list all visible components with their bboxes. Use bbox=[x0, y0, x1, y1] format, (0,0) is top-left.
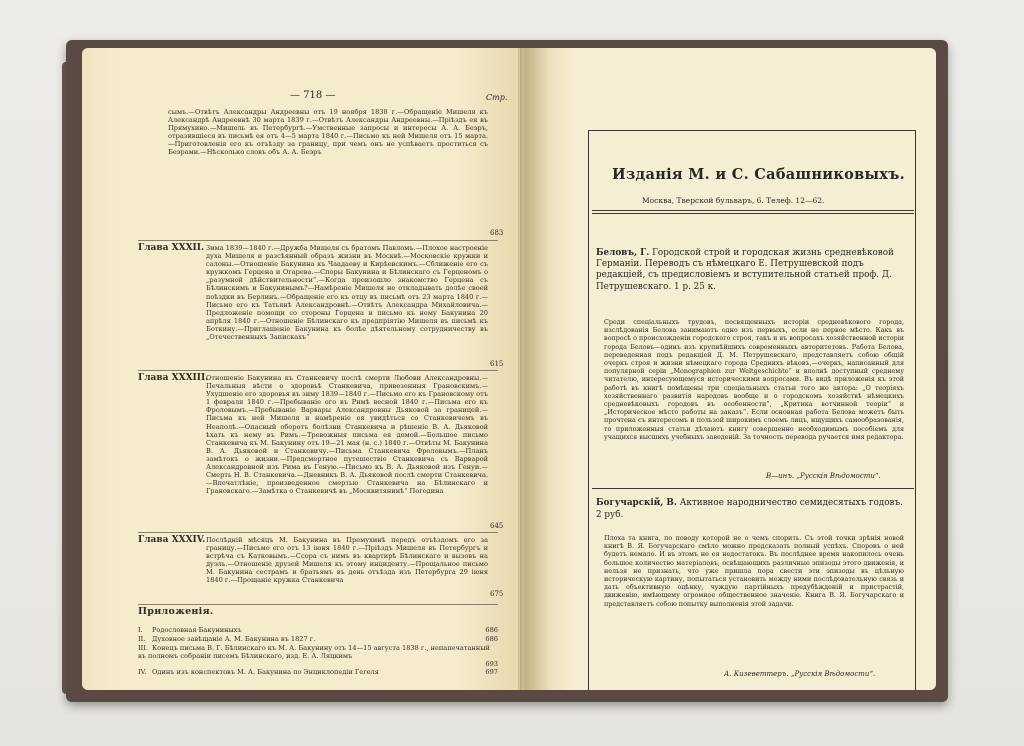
divider bbox=[138, 532, 498, 533]
intro-page-ref: 683 bbox=[490, 229, 504, 237]
entry-review: Среди спеціальныхъ трудовъ, посвященныхъ исторіи средневѣкового города, изслѣдованія Белова занимаютъ одно изъ первыхъ, если не первое мѣсто. Какъ въ вопросѣ о происхожденіи городского строя, такъ и въ вопросахъ хозяйственной исторіи города Беловъ—одинъ изъ крупнѣйшихъ современныхъ авторитетовъ. Работа Белова, переведенная подъ редакціей Д. М. Петрушевскаго, представляетъ собою общій очеркъ строя и жизни нѣмецкаго города Среднихъ вѣковъ,—очеркъ, написанный для популярной серіи „Monographien zur Weltgeschichte“ и вполнѣ доступный среднему читателю, интересующемуся историческими вопросами. Въ видѣ приложенія къ этой работѣ въ книгѣ помѣщены три спеціальныхъ статьи того же автора: „О теоріяхъ хозяйственнаго развитія народовъ вообще и о городскомъ хозяйствѣ нѣмецкихъ средневѣковыхъ городовъ въ особенности“, „Критика вотчинной теоріи“ и „Историческое мѣсто работы на заказъ“. Если основная работа Белова можетъ быть прочтена съ интересомъ и пользой широкимъ слоемъ лицъ, ищущихъ самообразованія, то приложенныя статьи дѣлаютъ книгу совершенно необходимымъ пособіемъ для учащихся высшихъ учебныхъ заведеній. За точность перевода ручается имя редактора. bbox=[604, 318, 904, 441]
chapter-heading: Глава XXXIV. bbox=[138, 535, 206, 545]
left-page-content bbox=[82, 48, 522, 690]
entry-title: Активное народничество семидесятыхъ годовъ. 2 руб. bbox=[596, 498, 903, 520]
rule bbox=[592, 488, 914, 489]
chapter-heading: Глава XXXII. bbox=[138, 243, 205, 253]
chapter-text: Послѣдній мѣсяцъ М. Бакунина въ Премухинѣ передъ отъѣздомъ его за границу.—Письмо его отъ 13 іюня 1840 г.—Пріѣздъ Мишеля въ Петербургъ и встрѣча съ Катковымъ.—Ссора съ нимъ въ квартирѣ Бѣлинскаго и вызовъ на дуэль.—Отношеніе друзей Мишеля къ этому инциденту.—Прощальное письмо М. Бакунина сестрамъ и братьямъ въ день отъѣзда изъ Петербурга 29 іюня 1840 г.—Прощаніе кружка Станкевича bbox=[206, 536, 488, 585]
entry-author: Беловъ, Г. bbox=[596, 248, 650, 258]
intro-text: сымъ.—Отвѣтъ Александры Андреевны отъ 19 ноября 1838 г.—Обращеніе Мишеля къ Александрѣ Андреевнѣ 30 марта 1839 г.—Отвѣтъ Александры Андреевны.—Пріѣздъ ея въ Прямухино.—Мишель въ Петербургѣ.—Умственные запросы и интересы А. А. Беэръ, отразившіеся въ письмѣ ея отъ 4—5 марта 1840 г.—Письмо къ ней Мишеля отъ 15 марта.—Приготовленія его къ отъѣзду за границу, при чемъ онъ не успѣваетъ проститься съ Беэрами.—Нѣсколько словъ объ А. А. Беэръ bbox=[168, 108, 488, 157]
left-page bbox=[82, 48, 522, 690]
entry-signature: А. Кизеветтеръ. „Русскія Вѣдомости“. bbox=[724, 670, 876, 678]
chapter-page-ref: 675 bbox=[490, 590, 504, 598]
chapter-text: Зима 1839—1840 г.—Дружба Мишеля съ братомъ Павломъ.—Плохое настроеніе духа Мишеля и разсѣянный образъ жизни въ Москвѣ.—Московскіе кружки и салоны.—Отношеніе Бакунина къ Чаадаеву и Кирѣевскимъ.—Сближеніе его съ кружкомъ Герцена и Огарева.—Споры Бакунина и Бѣлинскаго съ Герценомъ о „разумной дѣйствительности“.—Когда произошло знакомство Герцена съ Бѣлинскимъ и Бакунинымъ?—Намѣреніе Мишеля не откладывать долѣе своей поѣздки въ Берлинъ.—Обращеніе его къ отцу въ письмѣ отъ 23 марта 1840 г.—Письмо его къ Татьянѣ Александровнѣ.—Отвѣтъ Александра Михайловича.—Предложеніе помощи со стороны Герцена и письмо къ нему Бакунина 20 апрѣля 1840 г.—Отношеніе Бѣлинскаго къ предпріятію Мишеля въ письмѣ къ Боткину.—Приглашеніе Бакунина къ болѣе дѣятельному сотрудничеству въ „Отечественныхъ Запискахъ“ bbox=[206, 244, 488, 342]
entry-review: Плоха та книга, по поводу которой не о чемъ спорить. Съ этой точки зрѣнія новой книгѣ В. Я. Богучарскаго смѣло можно предсказать полный успѣхъ. Споровъ о ней будетъ немало. И въ этомъ не ея недостатокъ. Въ послѣднее время накопилось очень большое количество матеріаловъ, освѣщающихъ различные эпизоды этого движенія, и нельзя не признать, что уже пришла пора свести эти эпизоды въ цѣльную историческую картину, попытаться установить между ними послѣдовательную связь и дать объективную оцѣнку, чуждую партійныхъ предубѣжденій и пристрастій, движенію, имѣющему огромное общественное значеніе. Книга В. Я. Богучарскаго и представляетъ собою попытку выполненія этой задачи. bbox=[604, 534, 904, 608]
appendix-item: III. Конецъ письма В. Г. Бѣлинскаго къ М. А. Бакунину отъ 14—15 августа 1838 г., непапечатанный въ полномъ собраніи писемъ Бѣлинскаго, изд. Е. А. Ляцкимъ 693 bbox=[138, 644, 498, 668]
right-page-content bbox=[524, 48, 936, 690]
chapter-page-ref: 615 bbox=[490, 360, 504, 368]
entry-title: Городской строй и городская жизнь средневѣковой Германіи. Переводъ съ нѣмецкаго Е. Петрушевской подъ редакціей, съ предисловіемъ и вступительной статьей проф. Д. Петрушевскаго. 1 р. 25 к. bbox=[596, 248, 894, 292]
appendix-item: II. Духовное завѣщаніе А. М. Бакунина въ 1827 г. 686 bbox=[138, 635, 498, 643]
chapter-page-ref: 645 bbox=[490, 522, 504, 530]
appendix-heading: Приложенія. bbox=[138, 606, 214, 617]
gutter-shadow bbox=[520, 48, 550, 690]
appendix-item: I. Родословная Бакуниныхъ 686 bbox=[138, 626, 498, 634]
column-label: Стр. bbox=[486, 93, 508, 102]
chapter-heading: Глава XXXIII. bbox=[138, 373, 209, 383]
rule bbox=[592, 210, 914, 211]
publisher-address: Москва, Тверской бульваръ, 6. Телеф. 12—62. bbox=[642, 196, 825, 205]
rule bbox=[592, 213, 914, 214]
book-entry-bogucharsky bbox=[596, 498, 906, 521]
divider bbox=[138, 370, 498, 371]
entry-author: Богучарскій, В. bbox=[596, 498, 677, 508]
page-number: — 718 — bbox=[290, 90, 336, 101]
entry-signature: В—инъ. „Русскія Вѣдомости“. bbox=[766, 472, 881, 480]
appendix-item: IV. Одинъ изъ конспектовъ М. А. Бакунина по Энциклопедіи Гегеля 697 bbox=[138, 668, 498, 676]
book-entry-belov bbox=[596, 248, 906, 293]
right-page bbox=[524, 48, 936, 690]
divider bbox=[138, 604, 498, 605]
publisher-title: Изданія М. и С. Сабашниковыхъ. bbox=[612, 166, 906, 183]
divider bbox=[138, 240, 498, 241]
chapter-text: Отношеніе Бакунина къ Станкевичу послѣ смерти Любови Александровны.—Печальныя вѣсти о здоровьѣ Станкевича, привезенныя Грановскимъ.—Ухудшеніе его здоровья въ зиму 1839—1840 г.—Письмо его къ Грановскому отъ 1 февраля 1840 г.—Пребываніе его въ Римѣ весной 1840 г.—Письма его къ Фроловымъ.—Пребываніе Варвары Александровны Дьяковой за границей.—Письма къ ней Мишеля и намѣреніе ея увидѣться со Станкевичемъ въ Неаполѣ.—Опасный оборотъ болѣзни Станкевича и рѣшеніе В. А. Дьяковой ѣхать къ нему въ Римъ.—Тревожныя письма ея домой.—Большое письмо Станкевича къ М. Бакунину отъ 19—21 мая (н. с.) 1840 г.—Отвѣты М. Бакунина В. А. Дьяковой и Станкевичу.—Письма Станкевича Фроловымъ.—Планъ замѣтокъ о жизни.—Предсмертное путешествіе Станкевича съ Варварой Александровной изъ Рима въ Геную.—Письмо къ В. А. Дьяковой изъ Генуи.—Смерть Н. В. Станкевича.—Дневникъ В. А. Дьяковой послѣ смерти Станкевича.—Впечатлѣніе, произведенное смертью Станкевича на Бѣлинскаго и Грановскаго.—Замѣтка о Станкевичѣ въ „Москвитянинѣ“ Погодина bbox=[206, 374, 488, 496]
